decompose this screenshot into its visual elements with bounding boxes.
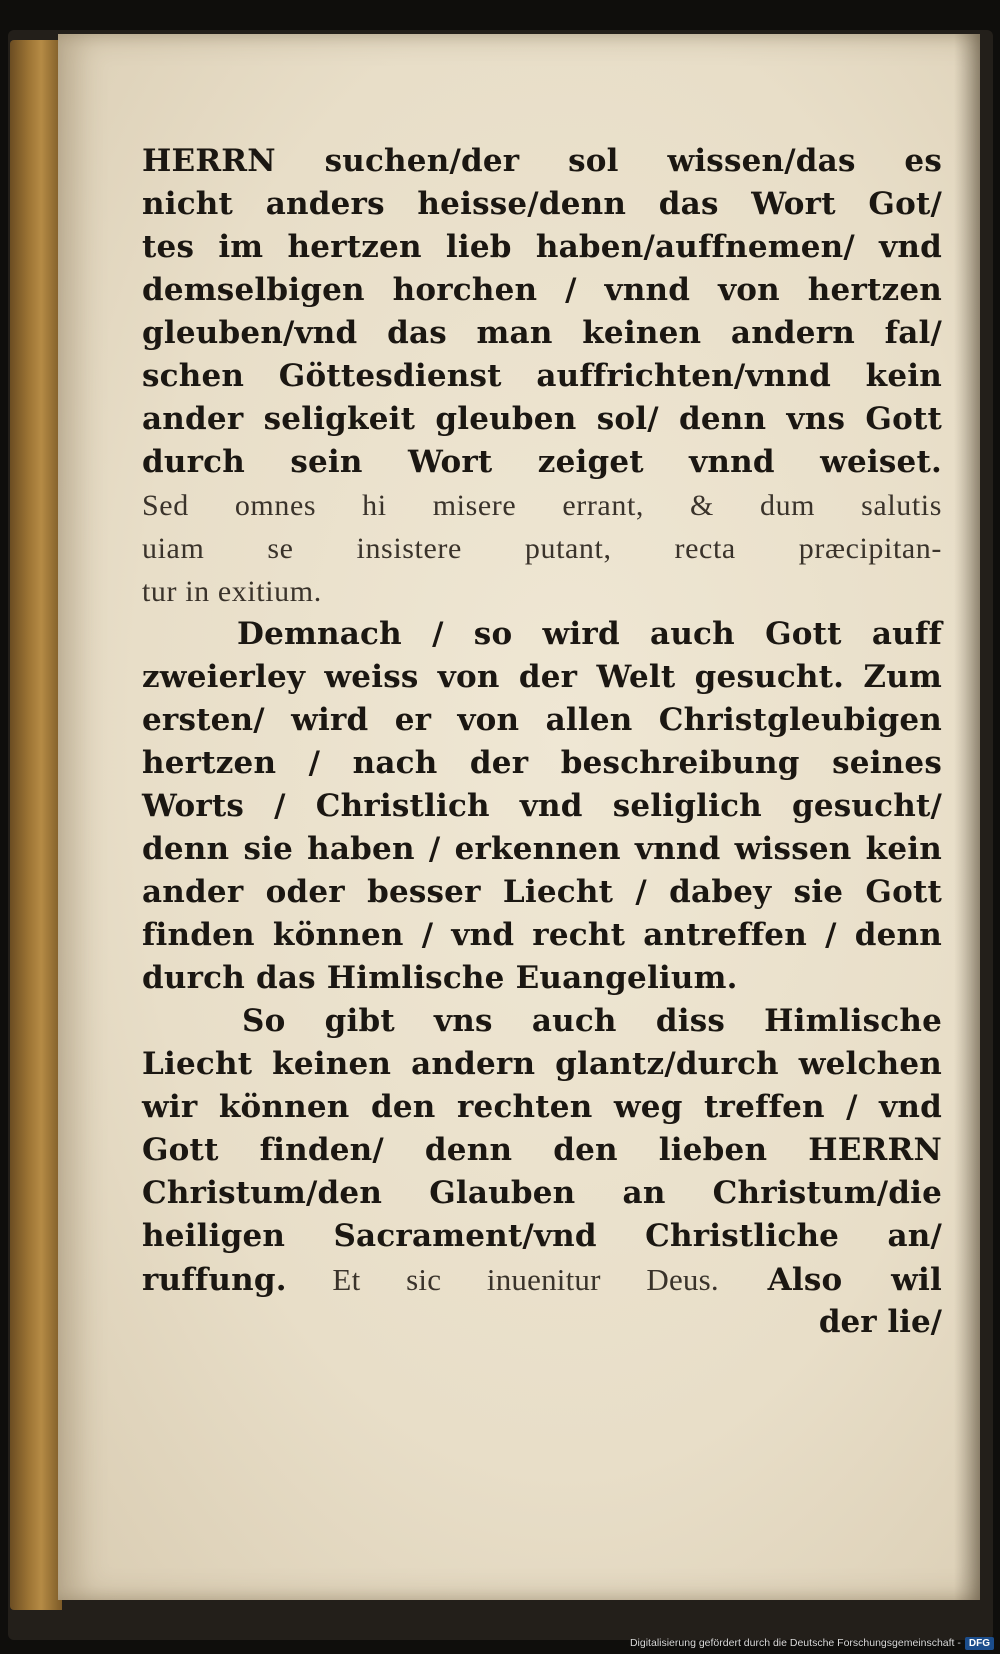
text-line: hertzen / nach der beschreibung seines <box>142 745 942 781</box>
latin-fragment: Et sic inuenitur Deus. <box>286 1262 719 1297</box>
text-line: Worts / Christlich vnd seliglich gesucht/ <box>142 788 942 824</box>
digitization-credit <box>600 1632 1000 1654</box>
text-line: demselbigen horchen / vnnd von hertzen <box>142 272 942 308</box>
credit-text: Digitalisierung gefördert durch die Deutsche Forschungsgemeinschaft - <box>629 1637 961 1649</box>
mixed-text-line <box>142 1258 942 1301</box>
page-edges <box>10 40 62 1610</box>
text-line: durch sein Wort zeiget vnnd weiset. <box>142 444 942 480</box>
text-line: wir können den rechten weg treffen / vnd <box>142 1089 942 1125</box>
paragraph-start-line: Demnach / so wird auch Gott auff <box>237 616 942 652</box>
paragraph-start-line: So gibt vns auch diss Himlische <box>242 1003 942 1039</box>
spine-shadow <box>954 34 980 1600</box>
text-line: ander oder besser Liecht / dabey sie Gott <box>142 874 942 910</box>
text-line: Liecht keinen andern glantz/durch welchen <box>142 1046 942 1082</box>
text-line: nicht anders heisse/denn das Wort Got/ <box>142 186 942 222</box>
text-line: Gott finden/ denn den lieben HERRN <box>142 1132 942 1168</box>
text-fragment: ruffung. <box>142 1262 287 1298</box>
text-line: zweierley weiss von der Welt gesucht. Zum <box>142 659 942 695</box>
text-line: heiligen Sacrament/vnd Christliche an/ <box>142 1218 942 1254</box>
text-line: ersten/ wird er von allen Christgleubigen <box>142 702 942 738</box>
latin-text-line: Sed omnes hi misere errant, & dum salutis <box>142 489 942 522</box>
text-line: tes im hertzen lieb haben/auffnemen/ vnd <box>142 229 942 265</box>
text-fragment: Also wil <box>718 1262 942 1298</box>
text-line: durch das Himlische Euangelium. <box>142 960 738 996</box>
text-line: schen Göttesdienst auffrichten/vnnd kein <box>142 358 942 394</box>
latin-text-line: uiam se insistere putant, recta præcipitan- <box>142 532 942 565</box>
text-line: gleuben/vnd das man keinen andern fal/ <box>142 315 942 351</box>
dfg-logo: DFG <box>965 1637 994 1650</box>
text-line: Christum/den Glauben an Christum/die <box>142 1175 942 1211</box>
latin-text-line: tur in exitium. <box>142 575 322 608</box>
text-line: ander seligkeit gleuben sol/ denn vns Gott <box>142 401 942 437</box>
text-line: finden können / vnd recht antreffen / denn <box>142 917 942 953</box>
page-text <box>142 140 942 1344</box>
text-line: denn sie haben / erkennen vnnd wissen kein <box>142 831 942 867</box>
catchword: der lie/ <box>818 1304 942 1340</box>
text-line: HERRN suchen/der sol wissen/das es <box>142 143 942 179</box>
